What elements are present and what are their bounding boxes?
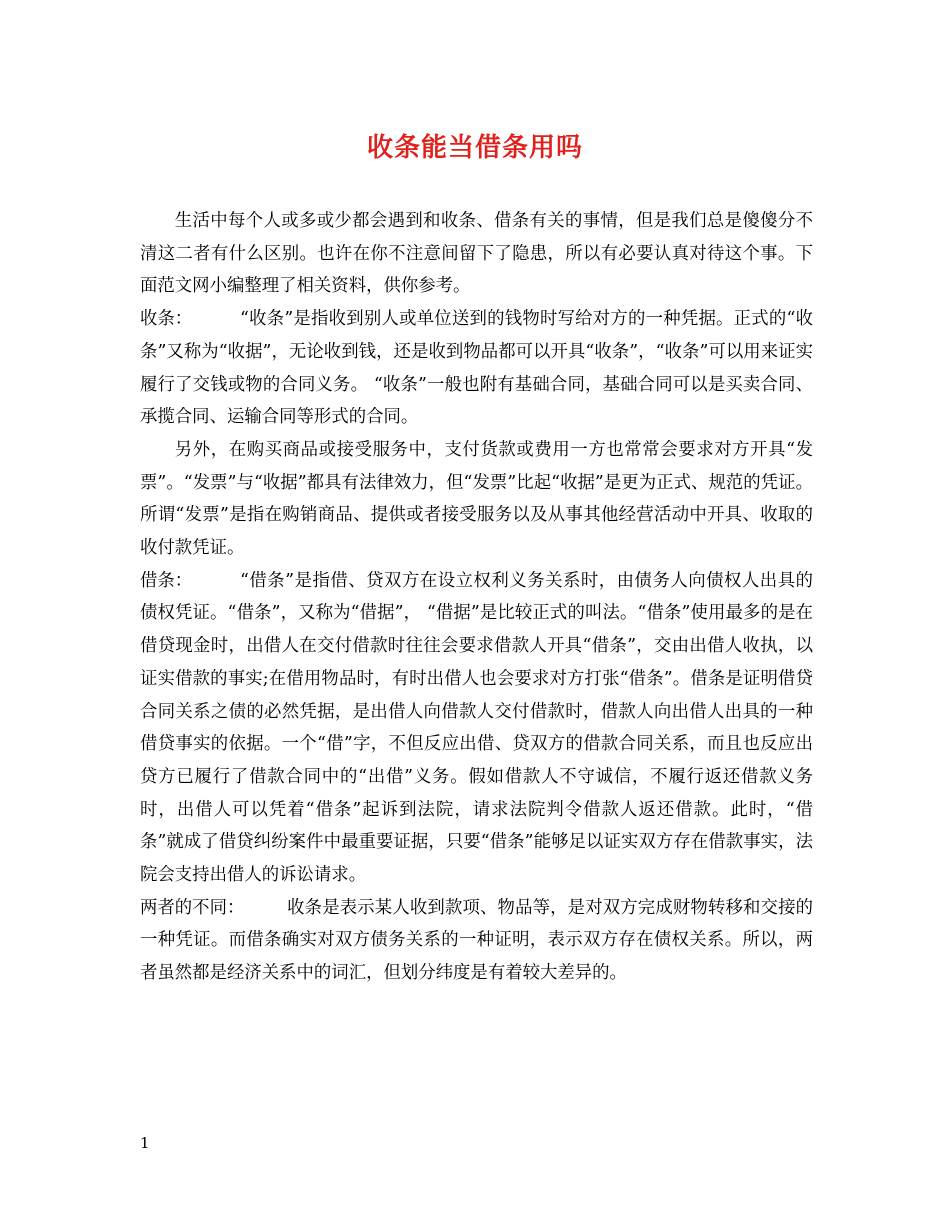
intro-paragraph: 生活中每个人或多或少都会遇到和收条、借条有关的事情，但是我们总是傻傻分不清这二者有什么区别。也许在你不注意间留下了隐患，所以有必要认真对待这个事。下面范文网小编整理了相关资料，供你参考。 <box>140 211 813 297</box>
document-body <box>140 205 813 990</box>
iou-term: 借条： <box>140 570 193 591</box>
receipt-paragraph <box>140 303 813 434</box>
iou-text: “借条”是指借、贷双方在设立权利义务关系时，由债务人向债权人出具的债权凭证。“借条”，又称为“借据”， “借据”是比较正式的叫法。“借条”使用最多的是在借贷现金时，出借人在交付借款时往往会要求借款人开具“借条”，交由出借人收执，以证实借款的事实;在借用物品时，有时出借人也会要求对方打张“借条”。借条是证明借贷合同关系之债的必然凭据，是出借人向借款人交付借款时，借款人向出借人出具的一种借贷事实的依据。一个“借”字，不但反应出借、贷双方的借款合同关系，而且也反应出贷方已履行了借款合同中的“出借”义务。假如借款人不守诚信，不履行返还借款义务时，出借人可以凭着“借条”起诉到法院，请求法院判令借款人返还借款。此时，“借条”就成了借贷纠纷案件中最重要证据，只要“借条”能够足以证实双方存在借款事实，法院会支持出借人的诉讼请求。 <box>140 570 813 886</box>
page-number: 1 <box>140 1134 150 1152</box>
difference-term: 两者的不同： <box>140 897 245 918</box>
iou-paragraph <box>140 565 813 892</box>
document-title: 收条能当借条用吗 <box>366 133 583 163</box>
difference-paragraph <box>140 892 813 990</box>
receipt-text: “收条”是指收到别人或单位送到的钱物时写给对方的一种凭据。正式的“收条”又称为“收据”，无论收到钱，还是收到物品都可以开具“收条”，“收条”可以用来证实履行了交钱或物的合同义务。 “收条”一般也附有基础合同，基础合同可以是买卖合同、承揽合同、运输合同等形式的合同。 <box>140 309 813 428</box>
receipt-term: 收条： <box>140 309 193 330</box>
invoice-paragraph: 另外，在购买商品或接受服务中，支付货款或费用一方也常常会要求对方开具“发票”。“发票”与“收据”都具有法律效力，但“发票”比起“收据”是更为正式、规范的凭证。所谓“发票”是指在购销商品、提供或者接受服务以及从事其他经营活动中开具、收取的收付款凭证。 <box>140 439 813 559</box>
difference-text: 收条是表示某人收到款项、物品等，是对双方完成财物转移和交接的一种凭证。而借条确实对双方债务关系的一种证明，表示双方存在债权关系。所以，两者虽然都是经济关系中的词汇，但划分纬度是有着较大差异的。 <box>140 897 813 984</box>
